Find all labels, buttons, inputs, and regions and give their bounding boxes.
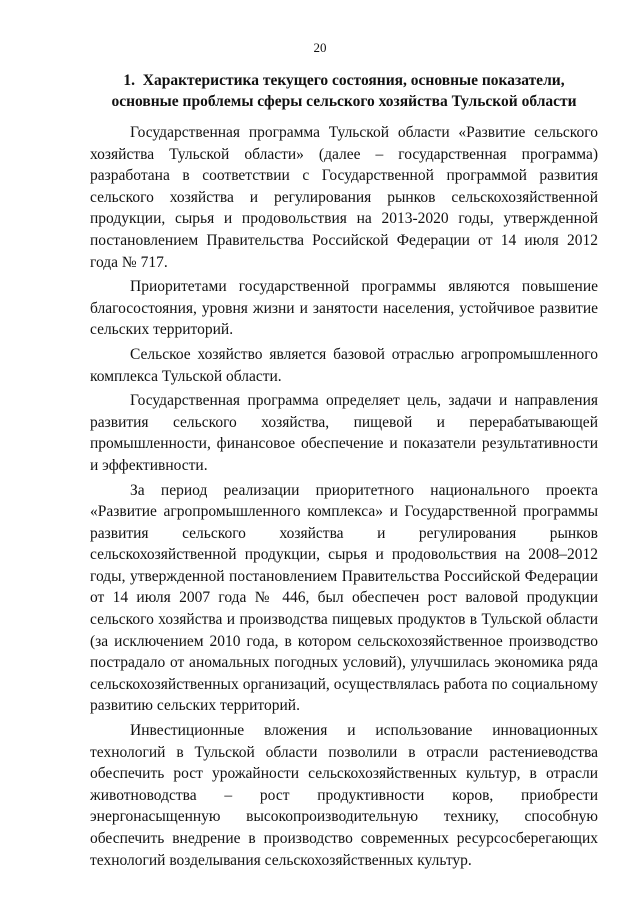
paragraph-5: За период реализации приоритетного национального проекта «Развитие агропромышленного комплекса» и Государственной программы развития сельского хозяйства и регулирования рынков сельскохозяйственной продукции, сырья и продовольствия на 2008–2012 годы, утвержденной постановлением Правительства Российской Федерации от 14 июля 2007 года № 446, был обеспечен рост валовой продукции сельского хозяйства и производства пищевых продуктов в Тульской области (за исключением 2010 года, в котором сельскохозяйственное производство пострадало от аномальных погодных условий), улучшилась экономика ряда сельскохозяйственных организаций, осуществлялась работа по социальному развитию сельских территорий. bbox=[90, 481, 598, 715]
page-number: 20 bbox=[313, 40, 327, 55]
section-heading-line-2: основные проблемы сферы сельского хозяйства Тульской области bbox=[111, 93, 577, 110]
body-text bbox=[90, 122, 598, 874]
paragraph-4: Государственная программа определяет цель, задачи и направления развития сельского хозяйства, пищевой и перерабатывающей промышленности, финансовое обеспечение и показатели результативности и эффективности. bbox=[90, 392, 598, 474]
paragraph-1: Государственная программа Тульской области «Развитие сельского хозяйства Тульской области» (далее – государственная программа) разработана в соответствии с Государственной программой развития сельского хозяйства и регулирования рынков сельскохозяйственной продукции, сырья и продовольствия на 2013-2020 годы, утвержденной постановлением Правительства Российской Федерации от 14 июля 2012 года № 717. bbox=[90, 124, 598, 271]
paragraph-3: Сельское хозяйство является базовой отраслью агропромышленного комплекса Тульской области. bbox=[90, 345, 598, 385]
section-heading-line-1: 1. Характеристика текущего состояния, основные показатели, bbox=[123, 72, 565, 89]
paragraph-6: Инвестиционные вложения и использование инновационных технологий в Тульской области позволили в отрасли растениеводства обеспечить рост урожайности сельскохозяйственных культур, в отрасли животноводства – рост продуктивности коров, приобрести энергонасыщенную высокопроизводительную технику, способную обеспечить внедрение в производство современных ресурсосберегающих технологий возделывания сельскохозяйственных культур. bbox=[90, 722, 598, 869]
section-heading bbox=[90, 70, 598, 112]
paragraph-2: Приоритетами государственной программы являются повышение благосостояния, уровня жизни и занятости населения, устойчивое развитие сельских территорий. bbox=[90, 278, 598, 339]
